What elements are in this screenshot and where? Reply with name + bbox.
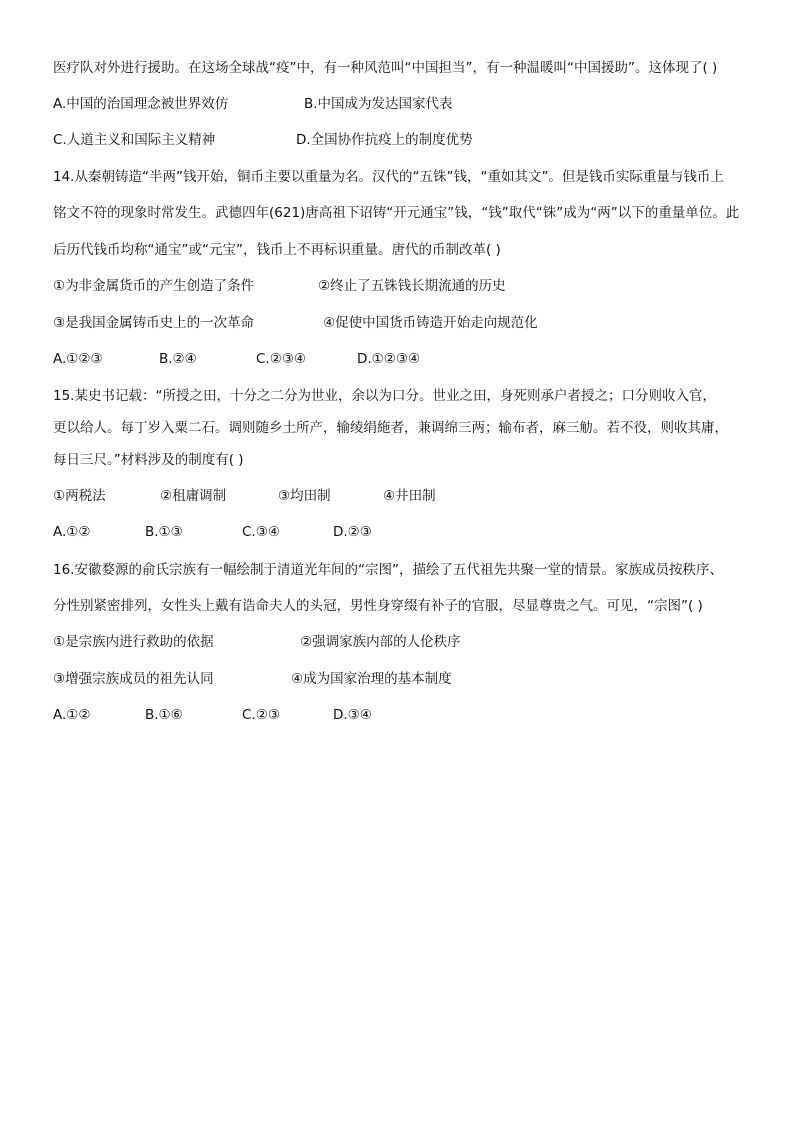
q14-stem-line: 后历代钱币均称“通宝”或“元宝”，钱币上不再标识重量。唐代的币制改革( ) [53,242,501,258]
q15-stem-line: 15.某史书记载：“所授之田，十分之二分为世业，余以为口分。世业之田，身死则承户者授之；口分则收入官， [53,388,716,404]
q16-option-c: C.②③ [242,707,280,723]
q15-item-2: ②租庸调制 [160,488,227,504]
q13-stem-line: 医疗队对外进行援助。在这场全球战“疫”中，有一种风范叫“中国担当”，有一种温暖叫“中国援助”。这体现了( ) [53,60,718,76]
q13-option-c: C.人道主义和国际主义精神 [53,132,216,148]
q14-stem-line: 14.从秦朝铸造“半两”钱开始，铜币主要以重量为名。汉代的“五铢”钱，“重如其文”。但是钱币实际重量与钱币上 [53,169,724,185]
q13-option-d: D.全国协作抗疫上的制度优势 [296,132,473,148]
q16-option-b: B.①⑥ [145,707,183,723]
q15-option-d: D.②③ [333,524,372,540]
q14-option-b: B.②④ [159,351,197,367]
q14-item-3: ③是我国金属铸币史上的一次革命 [53,315,255,331]
q15-item-3: ③均田制 [278,488,331,504]
q14-item-4: ④促使中国货币铸造开始走向规范化 [323,315,538,331]
q16-option-a: A.①② [53,707,91,723]
q16-stem-line: 分性别紧密排列，女性头上戴有诰命夫人的头冠，男性身穿缀有补子的官服，尽显尊贵之气。可见，“宗图”( ) [53,598,703,614]
q13-option-b: B.中国成为发达国家代表 [304,96,453,112]
q13-option-a: A.中国的治国理念被世界效仿 [53,96,229,112]
q15-stem-line: 更以给人。每丁岁入粟二石。调则随乡土所产，输绫绢絁者，兼调绵三两；输布者，麻三觔。若不役，则收其庸， [53,420,728,436]
q16-item-2: ②强调家族内部的人伦秩序 [300,634,461,650]
q14-item-1: ①为非金属货币的产生创造了条件 [53,278,255,294]
q16-stem-line: 16.安徽婺源的俞氏宗族有一幅绘制于清道光年间的“宗图”，描绘了五代祖先共聚一堂的情景。家族成员按秩序、 [53,562,723,578]
q15-option-b: B.①③ [145,524,183,540]
q14-item-2: ②终止了五铢钱长期流通的历史 [318,278,506,294]
q15-option-c: C.③④ [242,524,280,540]
q16-option-d: D.③④ [333,707,372,723]
q15-item-1: ①两税法 [53,488,106,504]
q14-option-c: C.②③④ [256,351,307,367]
q14-stem-line: 铭文不符的现象时常发生。武德四年(621)唐高祖下诏铸“开元通宝”钱，“钱”取代“铢”成为“两”以下的重量单位。此 [53,205,740,221]
q16-item-1: ①是宗族内进行救助的依据 [53,634,214,650]
q15-option-a: A.①② [53,524,91,540]
q15-item-4: ④井田制 [383,488,436,504]
q14-option-a: A.①②③ [53,351,103,367]
q15-stem-line: 每日三尺。”材料涉及的制度有( ) [53,452,244,468]
q16-item-3: ③增强宗族成员的祖先认同 [53,671,214,687]
q16-item-4: ④成为国家治理的基本制度 [291,671,452,687]
q14-option-d: D.①②③④ [357,351,421,367]
